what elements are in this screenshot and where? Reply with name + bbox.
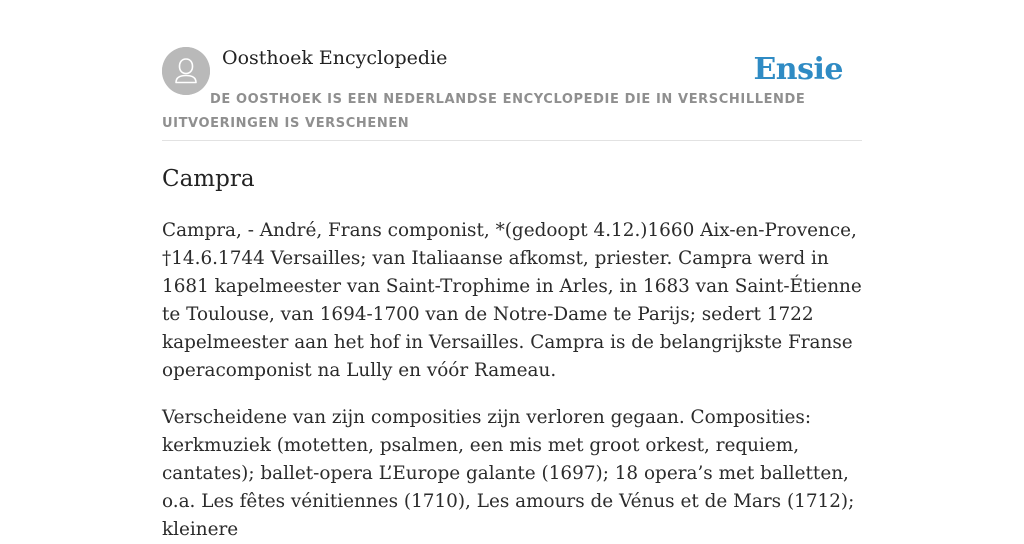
article-paragraph: Verscheidene van zijn composities zijn verloren gegaan. Composities: kerkmuziek (motetten, psalmen, een mis met groot orkest, requiem, cantates); ballet-opera L’Europe galante (1697); 18 opera’s met balletten, o.a. Les fêtes vénitiennes (1710), Les amours de Vénus et de Mars (1712); kleinere xyxy=(162,407,855,540)
site-name[interactable]: Oosthoek Encyclopedie xyxy=(222,47,448,69)
article xyxy=(162,160,862,544)
article-title: Campra xyxy=(162,166,255,192)
site-tagline: DE OOSTHOEK IS EEN NEDERLANDSE ENCYCLOPEDIE DIE IN VERSCHILLENDE UITVOERINGEN IS VERSCHENEN xyxy=(162,92,806,131)
site-header xyxy=(162,46,862,141)
article-paragraph: Campra, - André, Frans componist, *(gedoopt 4.12.)1660 Aix-en-Provence, †14.6.1744 Versailles; van Italiaanse afkomst, priester. Campra werd in 1681 kapelmeester van Saint-Trophime in Arles, in 1683 van Saint-Étienne te Toulouse, van 1694-1700 van de Notre-Dame te Parijs; sedert 1722 kapelmeester aan het hof in Versailles. Campra is de belangrijkste Franse operacomponist na Lully en vóór Rameau. xyxy=(162,220,862,381)
ensie-logo-link[interactable]: Ensie xyxy=(753,52,843,87)
